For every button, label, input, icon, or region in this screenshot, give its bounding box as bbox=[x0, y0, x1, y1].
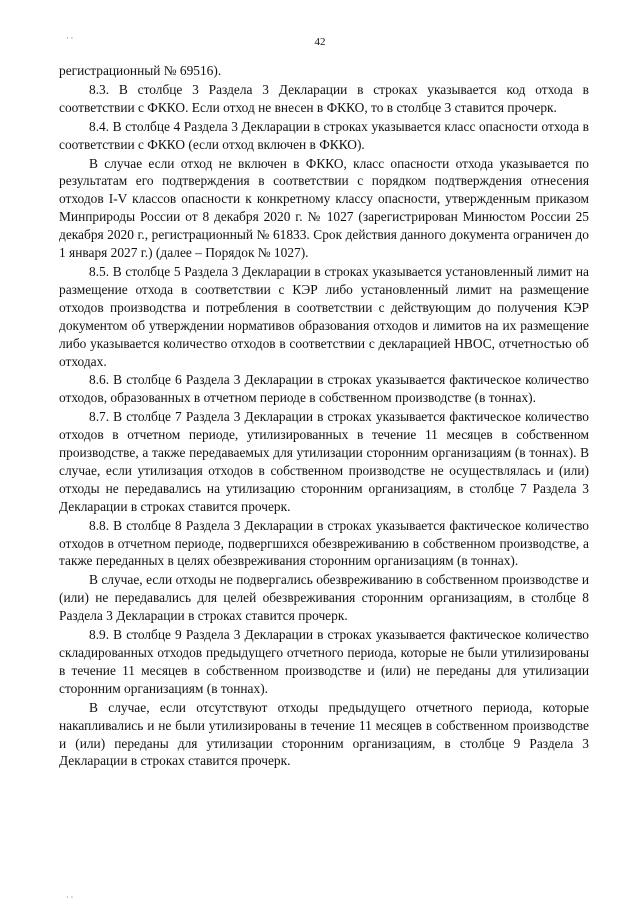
paragraph-8-4: 8.4. В столбце 4 Раздела 3 Декларации в строках указывается класс опасности отхода в соответствии с ФККО (если отход включен в ФККО). bbox=[59, 118, 589, 152]
scan-artifact: · · bbox=[66, 893, 74, 902]
paragraph-8-9-detail: В случае, если отсутствуют отходы предыдущего отчетного периода, которые накапливались и не были утилизированы в течение 11 месяцев в собственном производстве и (или) переданы для утилизации сторонним организациям, в столбце 9 Раздела 3 Декларации в строках ставится прочерк. bbox=[59, 699, 589, 769]
paragraph-8-7: 8.7. В столбце 7 Раздела 3 Декларации в строках указывается фактическое количество отходов в отчетном периоде, утилизированных в течение 11 месяцев в собственном производстве, а также передаваемых для утилизации сторонним организациям (в тоннах). В случае, если утилизация отходов в собственном производстве не осуществлялась и (или) отходы не передавались на утилизацию сторонним организациям, в столбце 7 Раздела 3 Декларации в строках ставится прочерк. bbox=[59, 409, 589, 514]
paragraph-8-8-detail: В случае, если отходы не подвергались обезвреживанию в собственном производстве и (или) не передавались для целей обезвреживания сторонним организациям, в столбце 8 Раздела 3 Декларации в строках ставится прочерк. bbox=[59, 572, 589, 624]
page-number: 42 bbox=[314, 36, 326, 48]
paragraph-continuation: регистрационный № 69516). bbox=[59, 63, 222, 78]
paragraph-8-8: 8.8. В столбце 8 Раздела 3 Декларации в строках указывается фактическое количество отходов в отчетном периоде, подвергшихся обезвреживанию в собственном производстве, а также переданных в целях обезвреживания сторонним организациям (в тоннах). bbox=[59, 517, 589, 569]
paragraph-8-9: 8.9. В столбце 9 Раздела 3 Декларации в строках указывается фактическое количество складированных отходов предыдущего отчетного периода, которые не были утилизированы в течение 11 месяцев в собственном производстве и (или) не переданы для утилизации сторонним организациям (в тоннах). bbox=[59, 627, 589, 696]
scan-artifact: · · bbox=[66, 34, 74, 43]
paragraph-8-3: 8.3. В столбце 3 Раздела 3 Декларации в строках указывается код отхода в соответствии с ФККО. Если отход не внесен в ФККО, то в столбце 3 ставится прочерк. bbox=[59, 81, 589, 115]
paragraph-8-4-detail: В случае если отход не включен в ФККО, класс опасности отхода указывается по результатам его подтверждения в соответствии с порядком подтверждения отнесения отходов I-V классов опасности к конкретному классу опасности, утвержденным приказом Минприроды России от 8 декабря 2020 г. № 1027 (зарегистрирован Минюстом России 25 декабря 2020 г., регистрационный № 61833. Срок действия данного документа ограничен до 1 января 2027 г.) (далее – Порядок № 1027). bbox=[59, 155, 589, 261]
paragraph-8-5: 8.5. В столбце 5 Раздела 3 Декларации в строках указывается установленный лимит на размещение отхода в соответствии с КЭР либо установленный лимит на размещение отходов производства и потребления в соответствии с действующим до получения КЭР документом об утверждении нормативов образования отходов и лимитов на их размещение либо указывается количество отходов в соответствии с декларацией НВОС, отчетностью об отходах. bbox=[59, 263, 589, 369]
document-body bbox=[59, 62, 589, 771]
paragraph-8-6: 8.6. В столбце 6 Раздела 3 Декларации в строках указывается фактическое количество отходов, образованных в отчетном периоде в собственном производстве (в тоннах). bbox=[59, 372, 589, 406]
